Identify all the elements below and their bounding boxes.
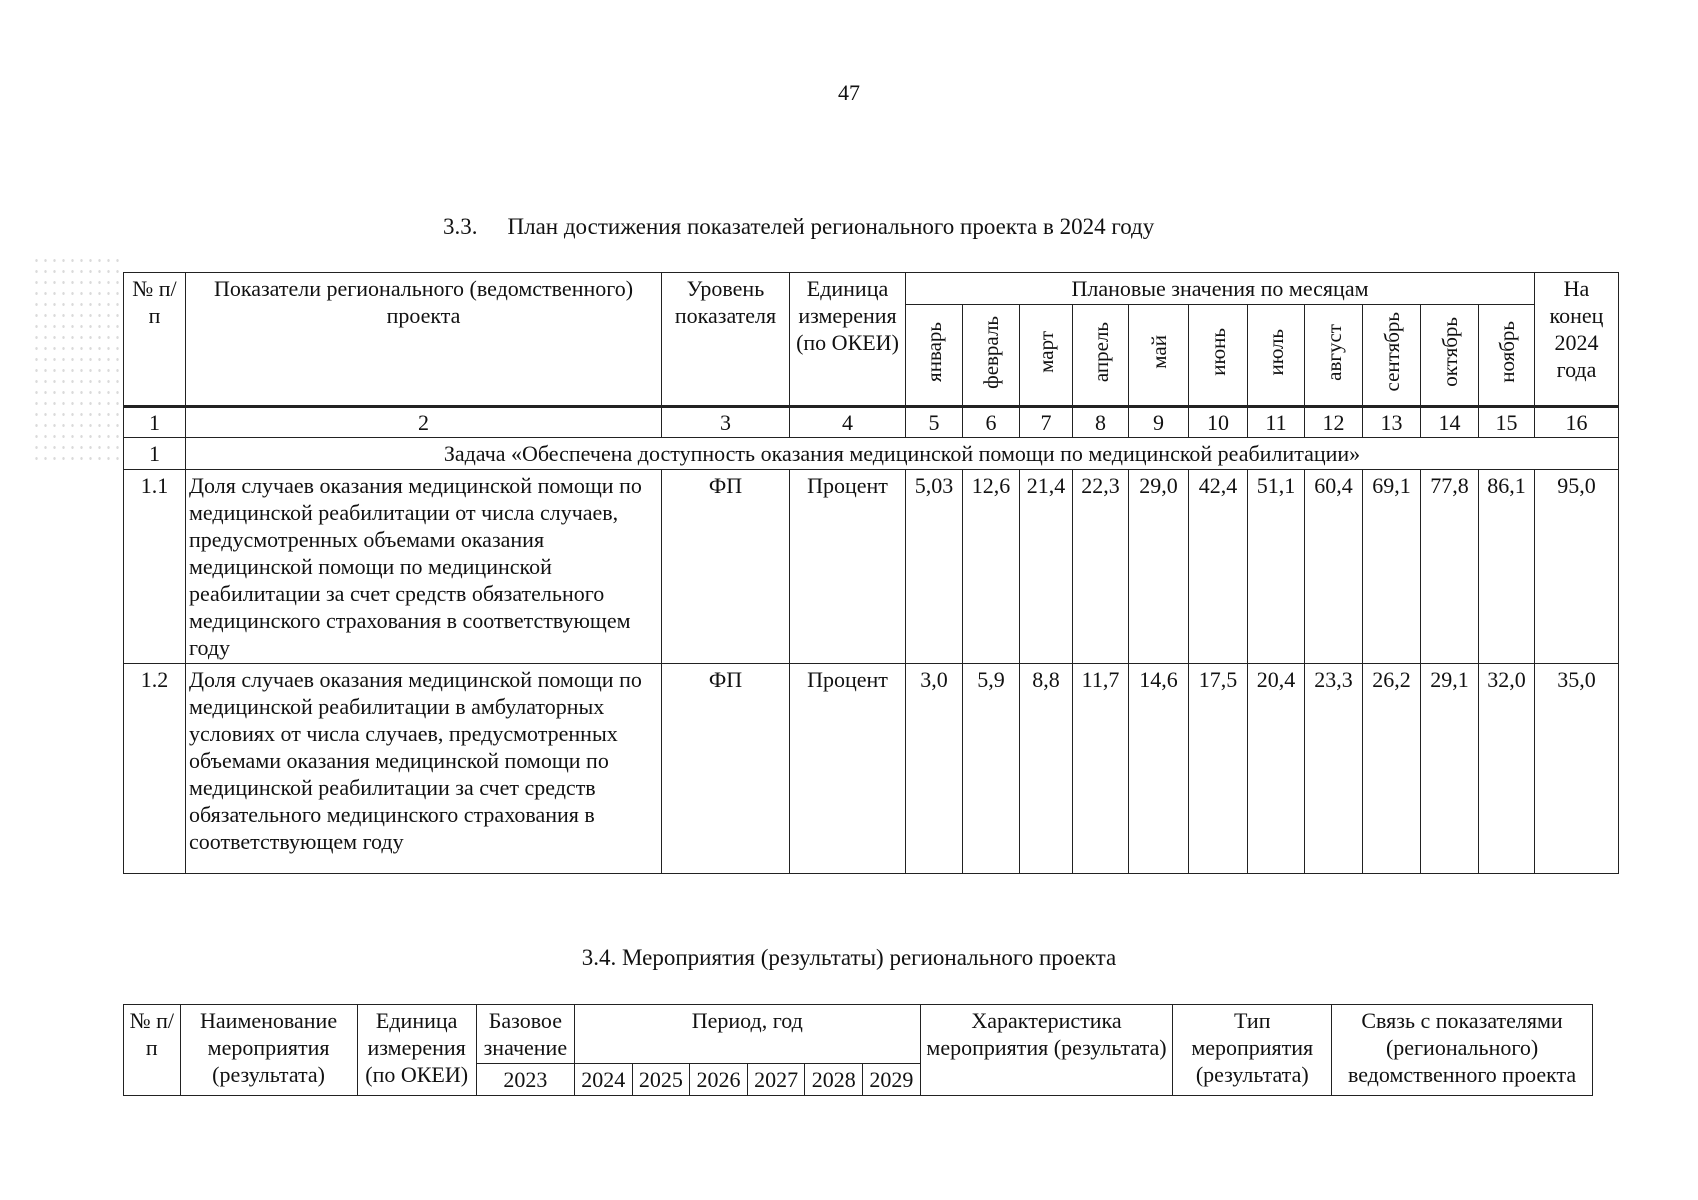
header-month-label: октябрь: [1437, 317, 1462, 387]
task-num: 1: [124, 438, 186, 470]
indicator-num: 1.1: [124, 470, 186, 664]
indicator-end-value: 35,0: [1535, 664, 1619, 874]
column-number: 2: [186, 407, 662, 438]
indicator-month-value: 3,0: [906, 664, 963, 874]
indicator-name: Доля случаев оказания медицинской помощи по медицинской реабилитации от числа случаев, предусмотренных объемами оказания медицинской помощи по медицинской реабилитации за счет средств обязательного медицинского страхования в соответствующем году: [186, 470, 662, 664]
indicator-end-value: 95,0: [1535, 470, 1619, 664]
header-month: [1073, 305, 1129, 407]
indicator-unit: Процент: [790, 470, 906, 664]
indicator-month-value: 5,03: [906, 470, 963, 664]
header-month: [906, 305, 963, 407]
column-number: 7: [1020, 407, 1073, 438]
header-month: [1421, 305, 1479, 407]
activities-year: 2024: [574, 1064, 632, 1096]
activities-header-unit: Единица измерения (по ОКЕИ): [357, 1005, 476, 1096]
column-number: 1: [124, 407, 186, 438]
indicator-month-value: 5,9: [963, 664, 1020, 874]
header-unit: Единица измерения (по ОКЕИ): [790, 273, 906, 407]
column-number: 15: [1479, 407, 1535, 438]
header-month: [1129, 305, 1189, 407]
indicator-level: ФП: [662, 470, 790, 664]
activities-table: [123, 1004, 1593, 1096]
indicator-row: [124, 664, 1619, 874]
activities-header-characteristic: Характеристика мероприятия (результата): [920, 1005, 1173, 1096]
column-number: 13: [1363, 407, 1421, 438]
header-month-label: июнь: [1206, 328, 1230, 376]
column-number: 8: [1073, 407, 1129, 438]
header-month-label: май: [1146, 335, 1171, 369]
indicator-level: ФП: [662, 664, 790, 874]
indicator-month-value: 69,1: [1363, 470, 1421, 664]
header-month-label: март: [1034, 331, 1058, 373]
indicator-month-value: 22,3: [1073, 470, 1129, 664]
activities-header-name: Наименование мероприятия (результата): [180, 1005, 357, 1096]
page-number: 47: [838, 80, 860, 105]
activities-base-year: 2023: [476, 1064, 574, 1096]
indicator-month-value: 42,4: [1189, 470, 1248, 664]
indicator-month-value: 60,4: [1305, 470, 1363, 664]
indicator-month-value: 8,8: [1020, 664, 1073, 874]
header-month: [1020, 305, 1073, 407]
header-month-label: апрель: [1088, 321, 1113, 383]
activities-year: 2025: [632, 1064, 690, 1096]
header-end-of-year: На конец 2024 года: [1535, 273, 1619, 407]
indicators-plan-table: [123, 272, 1619, 874]
indicator-month-value: 29,1: [1421, 664, 1479, 874]
indicator-month-value: 29,0: [1129, 470, 1189, 664]
activities-header-base: Базовое значение: [476, 1005, 574, 1064]
activities-year: 2029: [863, 1064, 921, 1096]
header-indicator: Показатели регионального (ведомственного) проекта: [186, 273, 662, 407]
section-3-3-number: 3.3.: [443, 214, 478, 239]
indicator-month-value: 86,1: [1479, 470, 1535, 664]
header-planned-values: Плановые значения по месяцам: [906, 273, 1535, 305]
indicator-row: [124, 470, 1619, 664]
section-3-4-title: 3.4. Мероприятия (результаты) регионального проекта: [581, 945, 1117, 970]
indicator-rows: [124, 470, 1619, 874]
indicator-name: Доля случаев оказания медицинской помощи по медицинской реабилитации в амбулаторных условиях от числа случаев, предусмотренных объемами оказания медицинской помощи по медицинской реабилитации за счет средств обязательного медицинского страхования в соответствующем году: [186, 664, 662, 874]
header-month: [1479, 305, 1535, 407]
header-level: Уровень показателя: [662, 273, 790, 407]
activities-header-type: Тип мероприятия (результата): [1173, 1005, 1332, 1096]
activities-header-num: № п/п: [124, 1005, 181, 1096]
header-month: [963, 305, 1020, 407]
activities-header-link: Связь с показателями (регионального) ведомственного проекта: [1332, 1005, 1593, 1096]
task-row: [124, 438, 1619, 470]
column-number: 6: [963, 407, 1020, 438]
indicator-month-value: 23,3: [1305, 664, 1363, 874]
indicator-unit: Процент: [790, 664, 906, 874]
indicators-header: [124, 273, 1619, 407]
activities-header-period: Период, год: [574, 1005, 920, 1064]
indicator-month-value: 32,0: [1479, 664, 1535, 874]
indicator-month-value: 26,2: [1363, 664, 1421, 874]
column-number: 11: [1248, 407, 1305, 438]
indicator-month-value: 20,4: [1248, 664, 1305, 874]
column-number: 10: [1189, 407, 1248, 438]
header-month: [1189, 305, 1248, 407]
section-3-3-title: [443, 214, 1154, 240]
column-number: 12: [1305, 407, 1363, 438]
header-num: № п/п: [124, 273, 186, 407]
header-month-label: январь: [922, 322, 946, 382]
scan-artifact: [32, 255, 120, 465]
column-number: 9: [1129, 407, 1189, 438]
header-month: [1363, 305, 1421, 407]
header-month-label: сентябрь: [1379, 312, 1404, 392]
header-month: [1248, 305, 1305, 407]
activities-year: 2027: [747, 1064, 805, 1096]
section-3-3-text: План достижения показателей регионального проекта в 2024 году: [507, 214, 1155, 239]
indicator-month-value: 77,8: [1421, 470, 1479, 664]
column-number: 16: [1535, 407, 1619, 438]
indicator-month-value: 14,6: [1129, 664, 1189, 874]
activities-year: 2026: [690, 1064, 748, 1096]
header-month-label: ноябрь: [1494, 321, 1519, 383]
task-text: Задача «Обеспечена доступность оказания медицинской помощи по медицинской реабилитации»: [186, 438, 1619, 470]
indicator-month-value: 11,7: [1073, 664, 1129, 874]
header-month: [1305, 305, 1363, 407]
column-number: 3: [662, 407, 790, 438]
indicator-month-value: 12,6: [963, 470, 1020, 664]
activities-year: 2028: [805, 1064, 863, 1096]
header-month-label: август: [1321, 323, 1346, 381]
header-month-label: июль: [1264, 328, 1288, 376]
column-number: 4: [790, 407, 906, 438]
column-number: 14: [1421, 407, 1479, 438]
column-numbers-row: [124, 407, 1619, 438]
indicator-month-value: 17,5: [1189, 664, 1248, 874]
indicator-month-value: 51,1: [1248, 470, 1305, 664]
column-number: 5: [906, 407, 963, 438]
indicator-num: 1.2: [124, 664, 186, 874]
header-month-label: февраль: [979, 315, 1003, 389]
indicator-month-value: 21,4: [1020, 470, 1073, 664]
